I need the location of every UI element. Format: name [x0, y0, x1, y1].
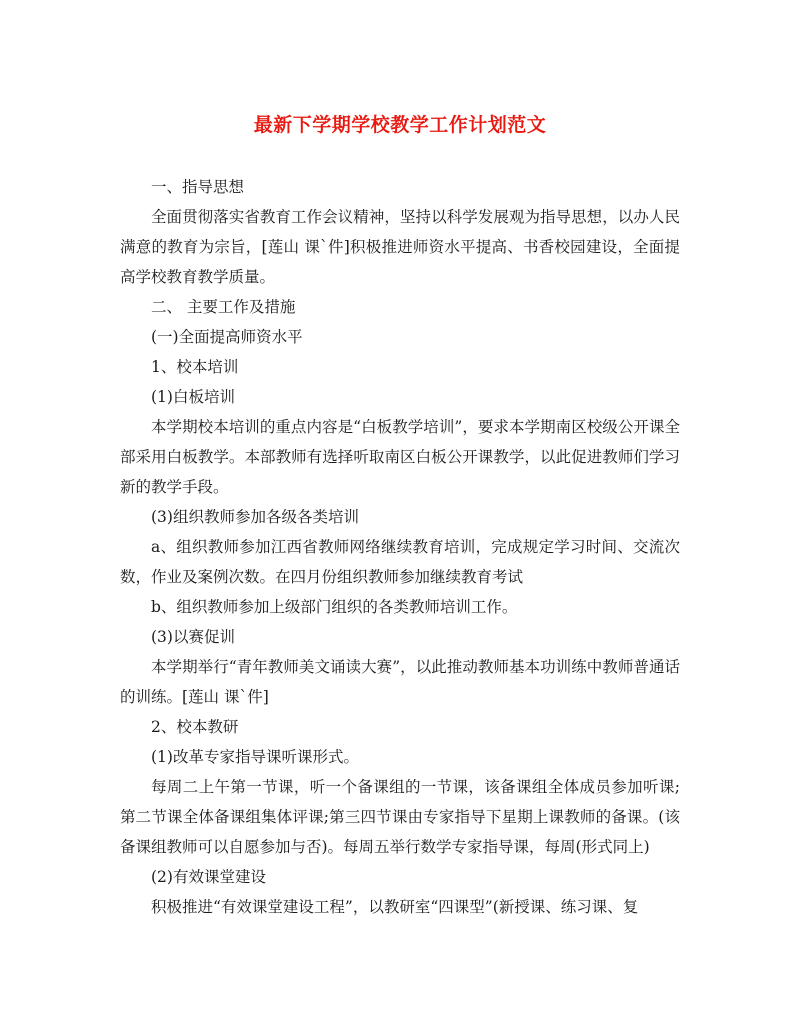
- heading-guiding-ideology: 一、指导思想: [151, 178, 245, 196]
- heading-main-work: 二、 主要工作及措施: [151, 298, 296, 316]
- subheading: 2、校本教研: [151, 718, 239, 736]
- document-body: [120, 172, 680, 922]
- subheading: 1、校本培训: [151, 358, 239, 376]
- document-title: 最新下学期学校教学工作计划范文: [253, 114, 547, 136]
- paragraph: 本学期举行“青年教师美文诵读大赛”，以此推动教师基本功训练中教师普通话的训练。[莲山 课`件]: [120, 658, 680, 706]
- subheading: (2)有效课堂建设: [151, 868, 266, 886]
- subheading: (一)全面提高师资水平: [151, 328, 303, 346]
- paragraph: 每周二上午第一节课，听一个备课组的一节课，该备课组全体成员参加听课;第二节课全体备课组集体评课;第三四节课由专家指导下星期上课教师的备课。(该备课组教师可以自愿参加与否)。每周五举行数学专家指导课，每周(形式同上): [120, 778, 680, 856]
- paragraph: 本学期校本培训的重点内容是“白板教学培训”，要求本学期南区校级公开课全部采用白板教学。本部教师有选择听取南区白板公开课教学，以此促进教师们学习新的教学手段。: [120, 418, 680, 496]
- subheading: (3)组织教师参加各级各类培训: [151, 508, 359, 526]
- subheading: (1)白板培训: [151, 388, 235, 406]
- paragraph: b、组织教师参加上级部门组织的各类教师培训工作。: [151, 598, 518, 616]
- paragraph: 全面贯彻落实省教育工作会议精神，坚持以科学发展观为指导思想，以办人民满意的教育为宗旨，[莲山 课`件]积极推进师资水平提高、书香校园建设，全面提高学校教育教学质量。: [120, 208, 680, 286]
- paragraph: a、组织教师参加江西省教师网络继续教育培训，完成规定学习时间、交流次数，作业及案例次数。在四月份组织教师参加继续教育考试: [120, 538, 680, 586]
- subheading: (3)以赛促训: [151, 628, 235, 646]
- subheading: (1)改革专家指导课听课形式。: [151, 748, 359, 766]
- paragraph: 积极推进“有效课堂建设工程”，以教研室“四课型”(新授课、练习课、复: [151, 898, 639, 916]
